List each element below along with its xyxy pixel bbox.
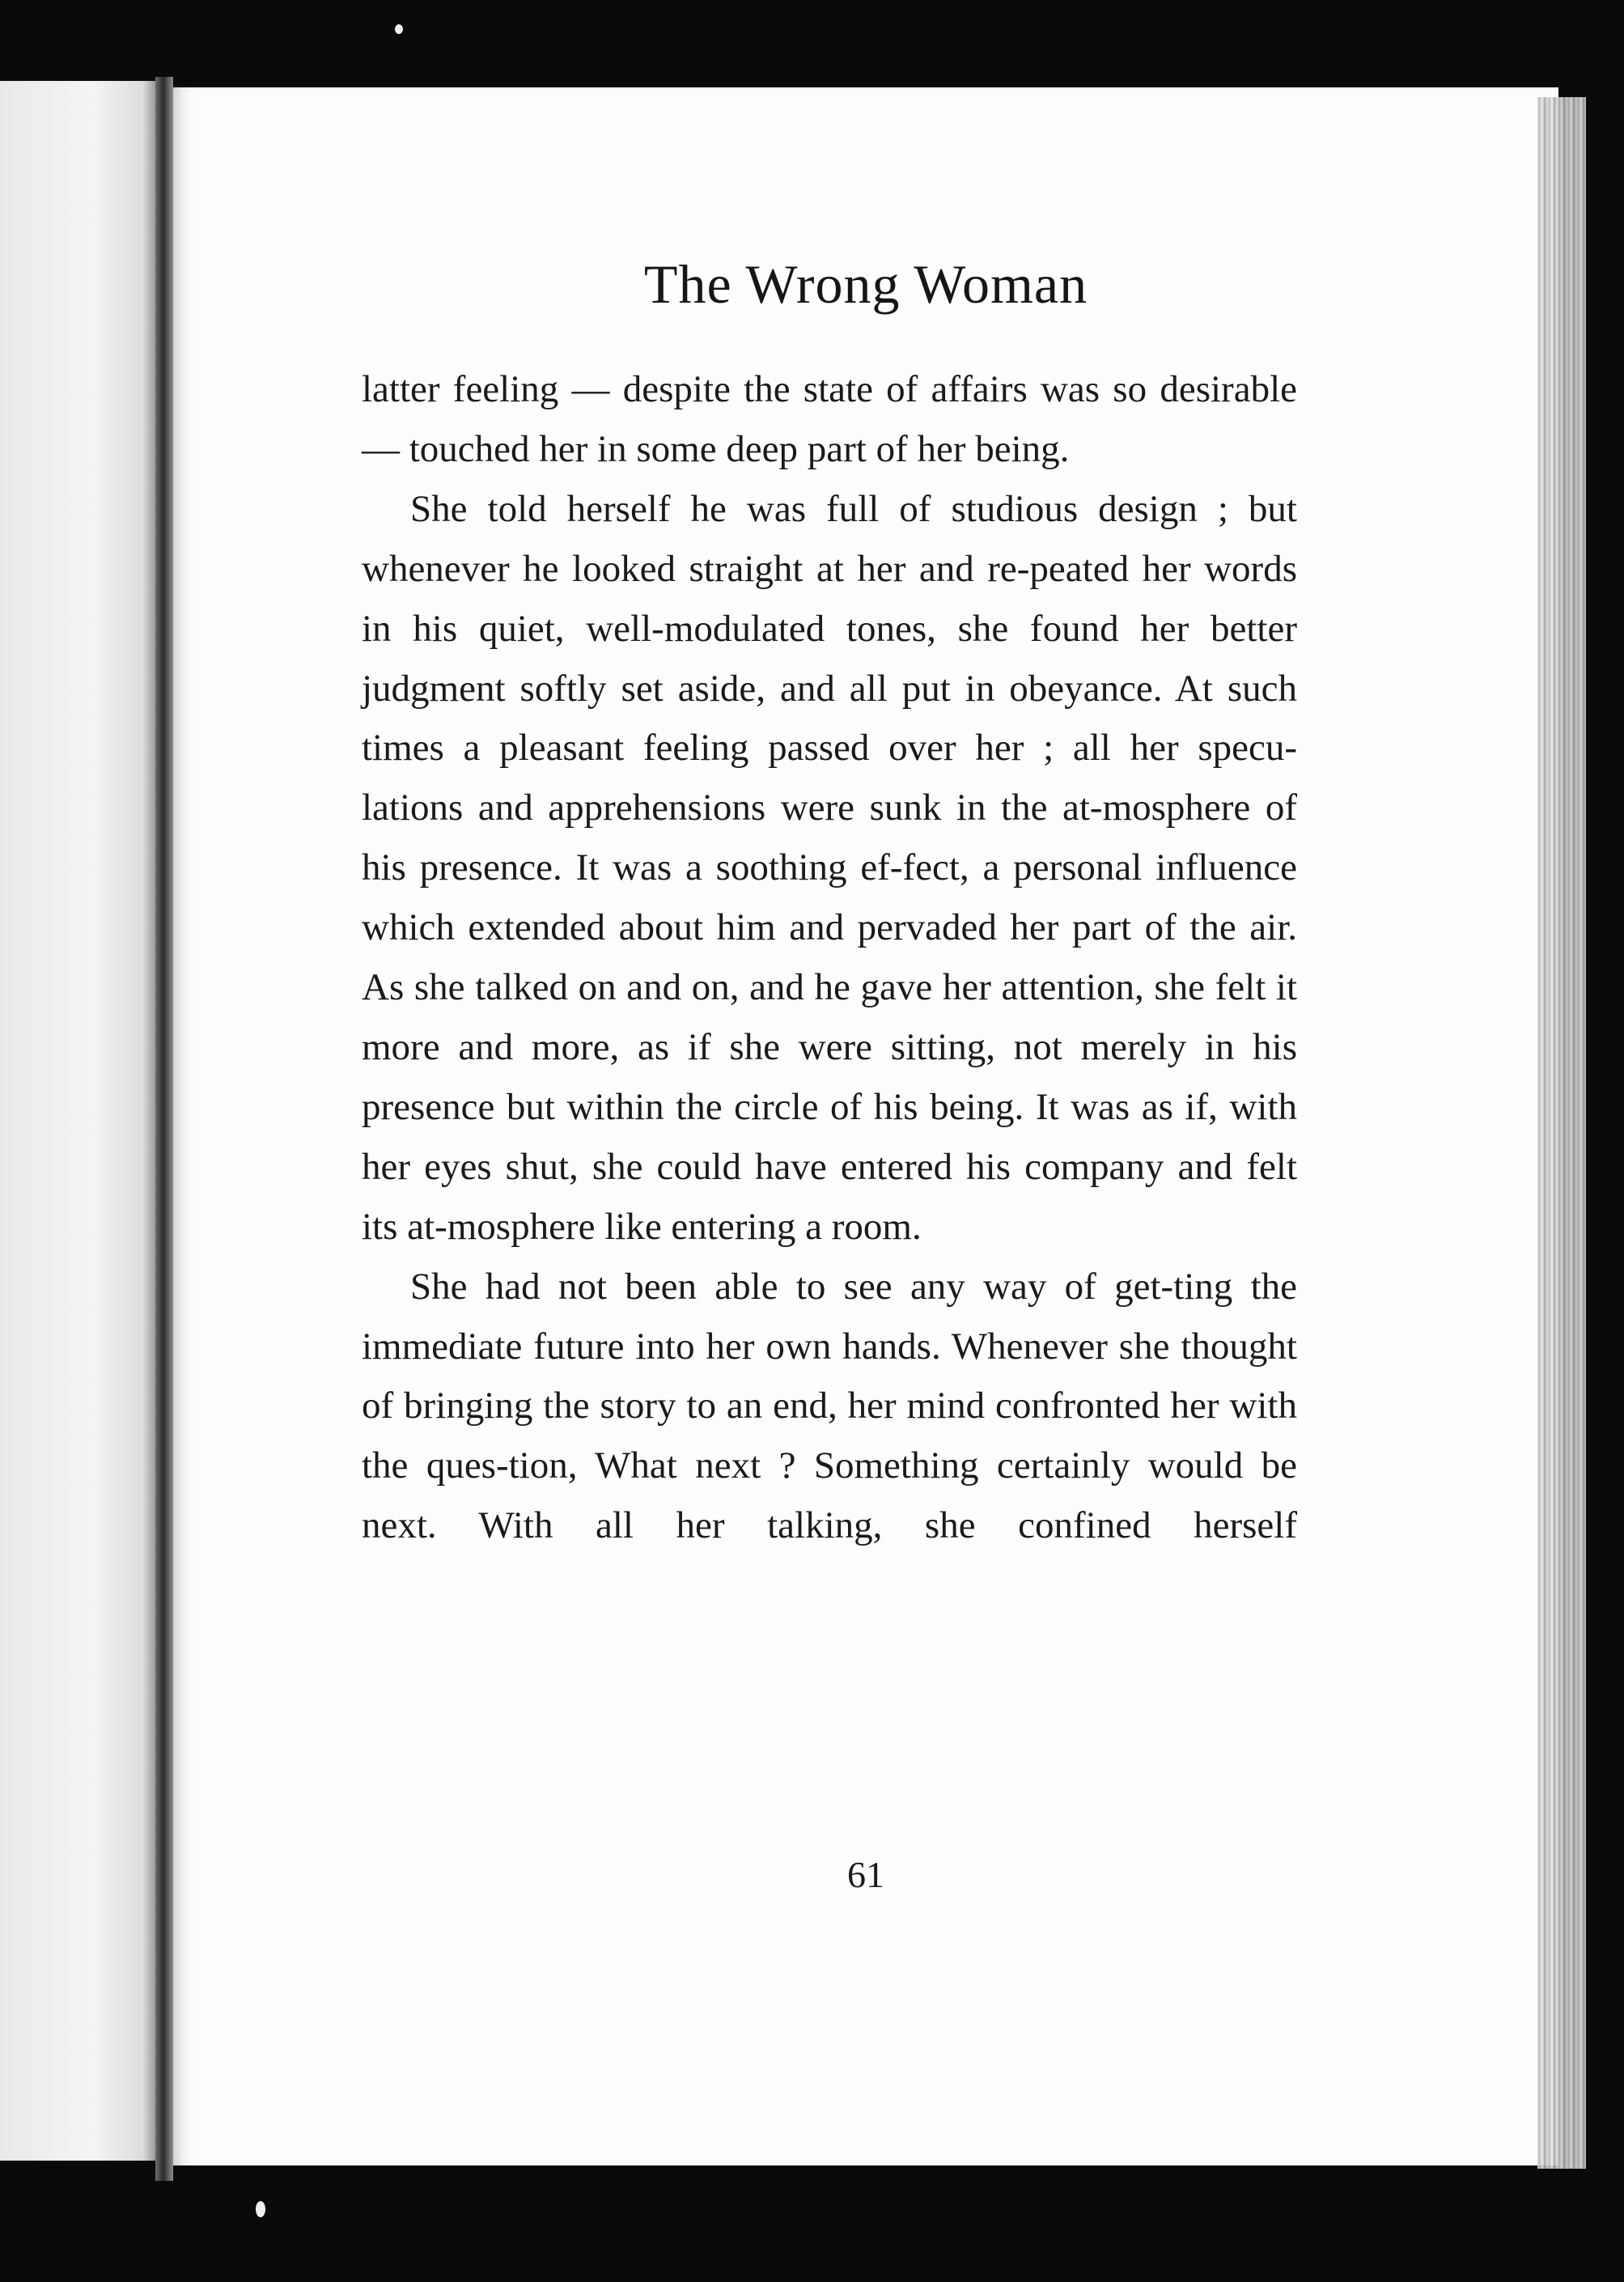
paragraph: She told herself he was full of studious design ; but whenever he looked straight at her and re-peated her words in his quiet, well-modulated tones, she found her better judgment softly set aside, and all put in obeyance. At such times a pleasant feeling passed over her ; all her specu-lations and apprehensions were sunk in the at-mosphere of his presence. It was a soothing ef-fect, a personal influence which extended about him and pervaded her part of the air. As she talked on and on, and he gave her attention, she felt it more and more, as if she were sitting, not merely in his presence but within the circle of his being. It was as if, with her eyes shut, she could have entered his company and felt its at-mosphere like entering a room. bbox=[362, 487, 1297, 1248]
book-gutter bbox=[155, 77, 173, 2181]
running-head: The Wrong Woman bbox=[643, 253, 1088, 315]
paragraph-continued: latter feeling — despite the state of affairs was so desirable — touched her in some deep part of her being. bbox=[362, 368, 1297, 470]
scan-speck bbox=[256, 2201, 265, 2217]
body-text bbox=[362, 360, 1297, 1556]
paragraph: She had not been able to see any way of get-ting the immediate future into her own hands. Whenever she thought of bringing the story to an end, her mind confronted her with the ques-tion, What next ? Something certainly would be next. With all her talking, she confined herself bbox=[362, 1265, 1297, 1547]
scan-speck bbox=[395, 24, 403, 34]
page-number: 61 bbox=[847, 1854, 884, 1895]
facing-page-edge bbox=[0, 81, 155, 2161]
